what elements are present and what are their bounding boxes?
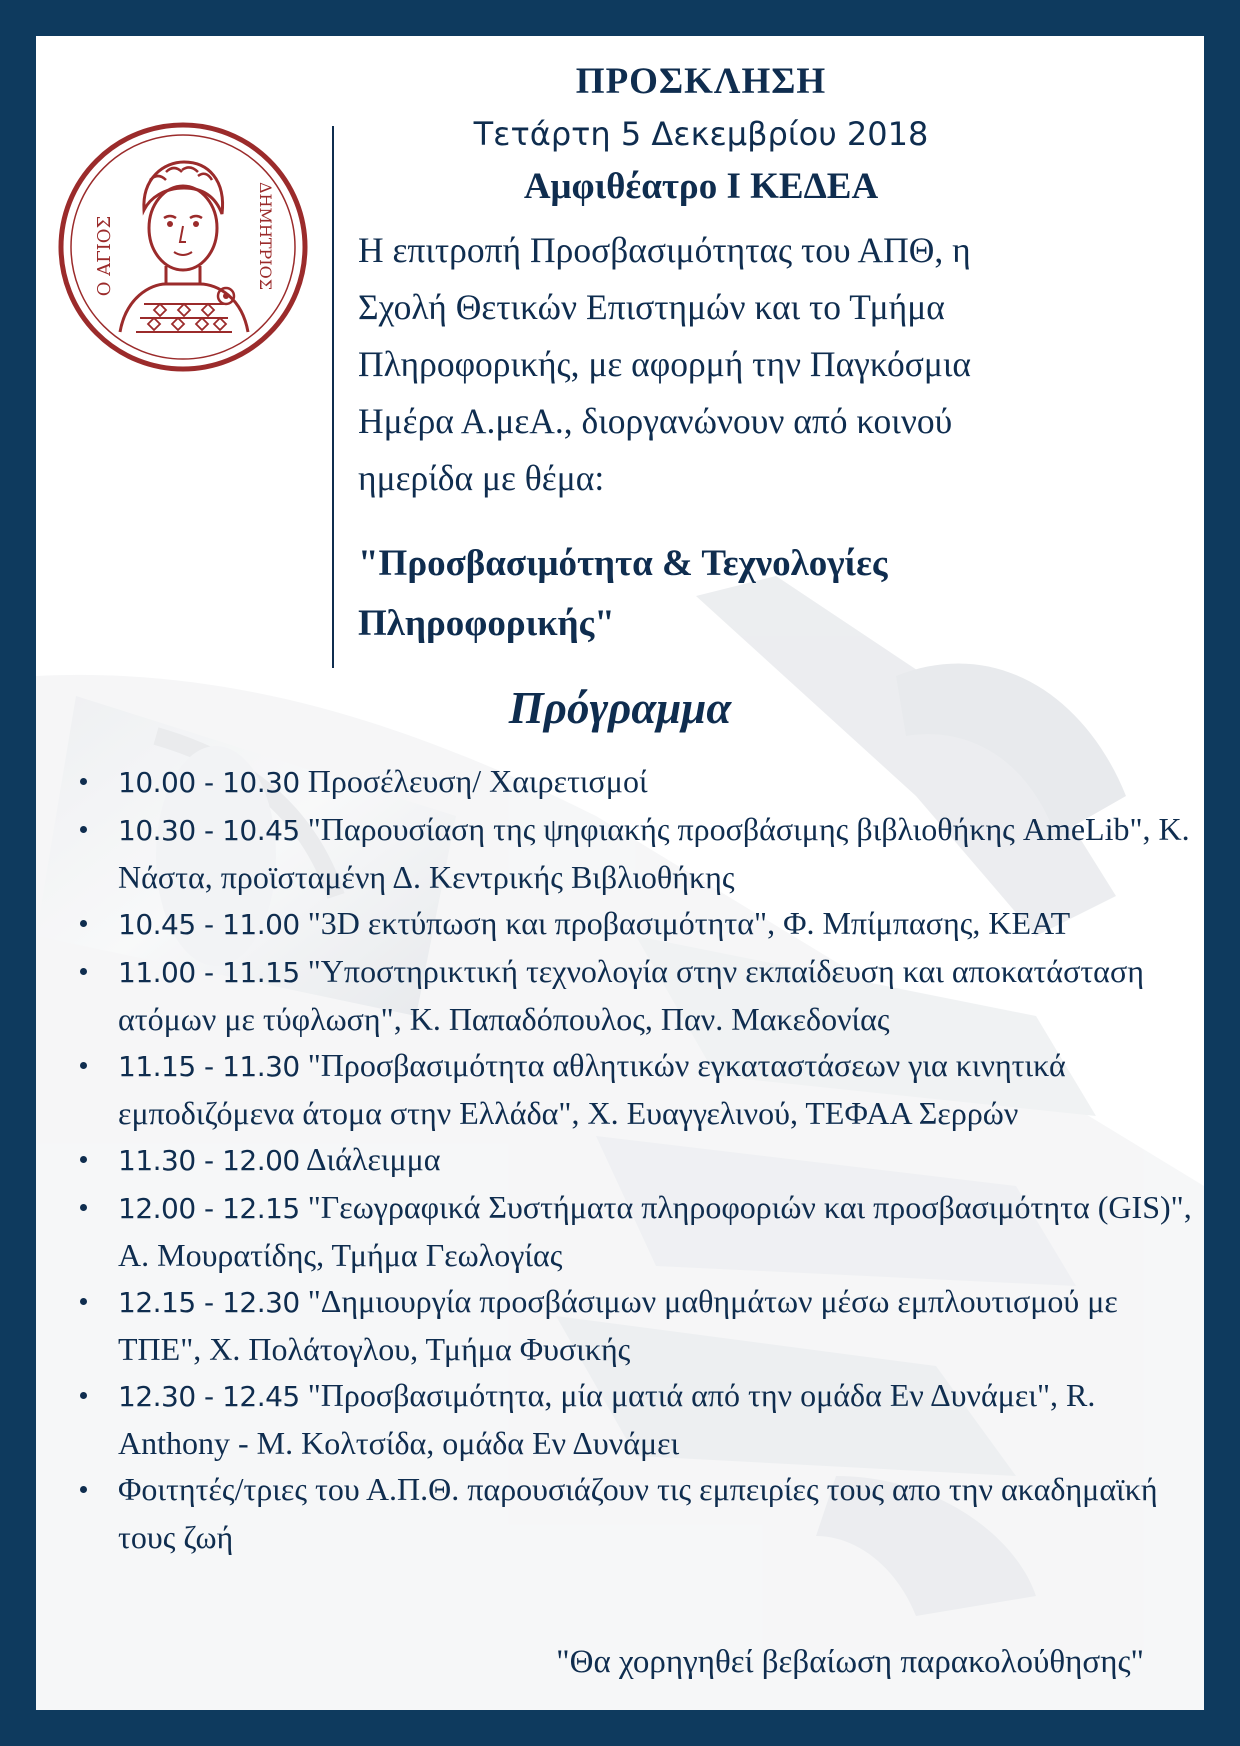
intro-line: Πληροφορικής, με αφορμή την Παγκόσμια [358,344,972,384]
attendance-certificate-note: "Θα χορηγηθεί βεβαίωση παρακολούθησης" [556,1644,1144,1680]
vertical-divider [332,126,334,668]
schedule-item [42,1136,1202,1184]
schedule-description: "Παρουσίαση της ψηφιακής προσβάσιμης βιβλιοθήκης AmeLib", Κ. Νάστα, προϊσταμένη Δ. Κεντρικής Βιβλιοθήκης [118,811,1190,895]
intro-line: Η επιτροπή Προσβασιμότητας του ΑΠΘ, η [358,230,971,270]
schedule-item [42,1184,1202,1278]
topic-line: "Προσβασιμότητα & Τεχνολογίες [358,543,888,584]
svg-text:Ο ΑΓΙΟΣ: Ο ΑΓΙΟΣ [94,215,115,297]
schedule-item [42,1278,1202,1372]
intro-line: Σχολή Θετικών Επιστημών και το Τμήμα [358,287,945,327]
intro-line: ημερίδα με θέμα: [358,458,605,498]
schedule-description: "Υποστηρικτική τεχνολογία στην εκπαίδευση και αποκατάσταση ατόμων με τύφλωση", Κ. Παπαδόπουλος, Παν. Μακεδονίας [118,953,1144,1037]
schedule-time: 11.30 - 12.00 [118,1144,300,1177]
schedule-description: Διάλειμμα [299,1141,441,1177]
schedule-item [42,1042,1202,1136]
schedule-description: Φοιτητές/τριες του Α.Π.Θ. παρουσιάζουν τις εμπειρίες τους απο την ακαδημαϊκή τους ζωή [118,1471,1158,1555]
program-heading: Πρόγραμμα [508,683,732,733]
event-topic [358,534,1118,654]
schedule-item [42,948,1202,1042]
schedule-time: 12.30 - 12.45 [118,1380,300,1413]
schedule-description: "Προσβασιμότητα, μία ματιά από την ομάδα Εν Δυνάμει", R. Anthony - Μ. Κολτσίδα, ομάδα Εν Δυνάμει [118,1377,1096,1461]
invitation-header [336,56,1066,214]
schedule-item [42,900,1202,948]
event-date: Τετάρτη 5 Δεκεμβρίου 2018 [473,115,929,153]
schedule-description: "Δημιουργία προσβάσιμων μαθημάτων μέσω εμπλουτισμού με ΤΠΕ", Χ. Πολάτογλου, Τμήμα Φυσικής [118,1283,1118,1367]
schedule-time: 10.30 - 10.45 [118,814,300,847]
invitation-page [36,36,1204,1710]
schedule-description: Προσέλευση/ Χαιρετισμοί [299,763,648,799]
schedule-item [42,758,1202,806]
schedule-time: 11.00 - 11.15 [118,956,300,989]
schedule-time: 10.45 - 11.00 [118,908,300,941]
schedule-item [42,1466,1202,1560]
topic-line: Πληροφορικής" [358,603,615,644]
invitation-title: ΠΡΟΣΚΛΗΣΗ [575,61,827,102]
university-seal-logo [54,118,312,376]
schedule-time: 12.00 - 12.15 [118,1192,300,1225]
intro-line: Ημέρα Α.μεΑ., διοργανώνουν από κοινού [358,401,953,441]
schedule-time: 12.15 - 12.30 [118,1286,300,1319]
schedule-description: "Προσβασιμότητα αθλητικών εγκαταστάσεων για κινητικά εμποδιζόμενα άτομα στην Ελλάδα", Χ. Ευαγγελινού, ΤΕΦΑΑ Σερρών [118,1047,1066,1131]
schedule-time: 10.00 - 10.30 [118,766,300,799]
program-schedule [42,758,1202,1560]
svg-text:ΔΗΜΗΤΡΙΟΣ: ΔΗΜΗΤΡΙΟΣ [256,181,275,291]
schedule-description: "3D εκτύπωση και προβασιμότητα", Φ. Μπίμπασης, ΚΕΑΤ [299,905,1071,941]
schedule-item [42,806,1202,900]
intro-paragraph [358,222,1118,507]
schedule-time: 11.15 - 11.30 [118,1050,300,1083]
schedule-description: "Γεωγραφικά Συστήματα πληροφοριών και προσβασιμότητα (GIS)", Α. Μουρατίδης, Τμήμα Γεωλογίας [118,1189,1192,1273]
schedule-item [42,1372,1202,1466]
event-venue: Αμφιθέατρο Ι ΚΕΔΕΑ [523,166,879,207]
